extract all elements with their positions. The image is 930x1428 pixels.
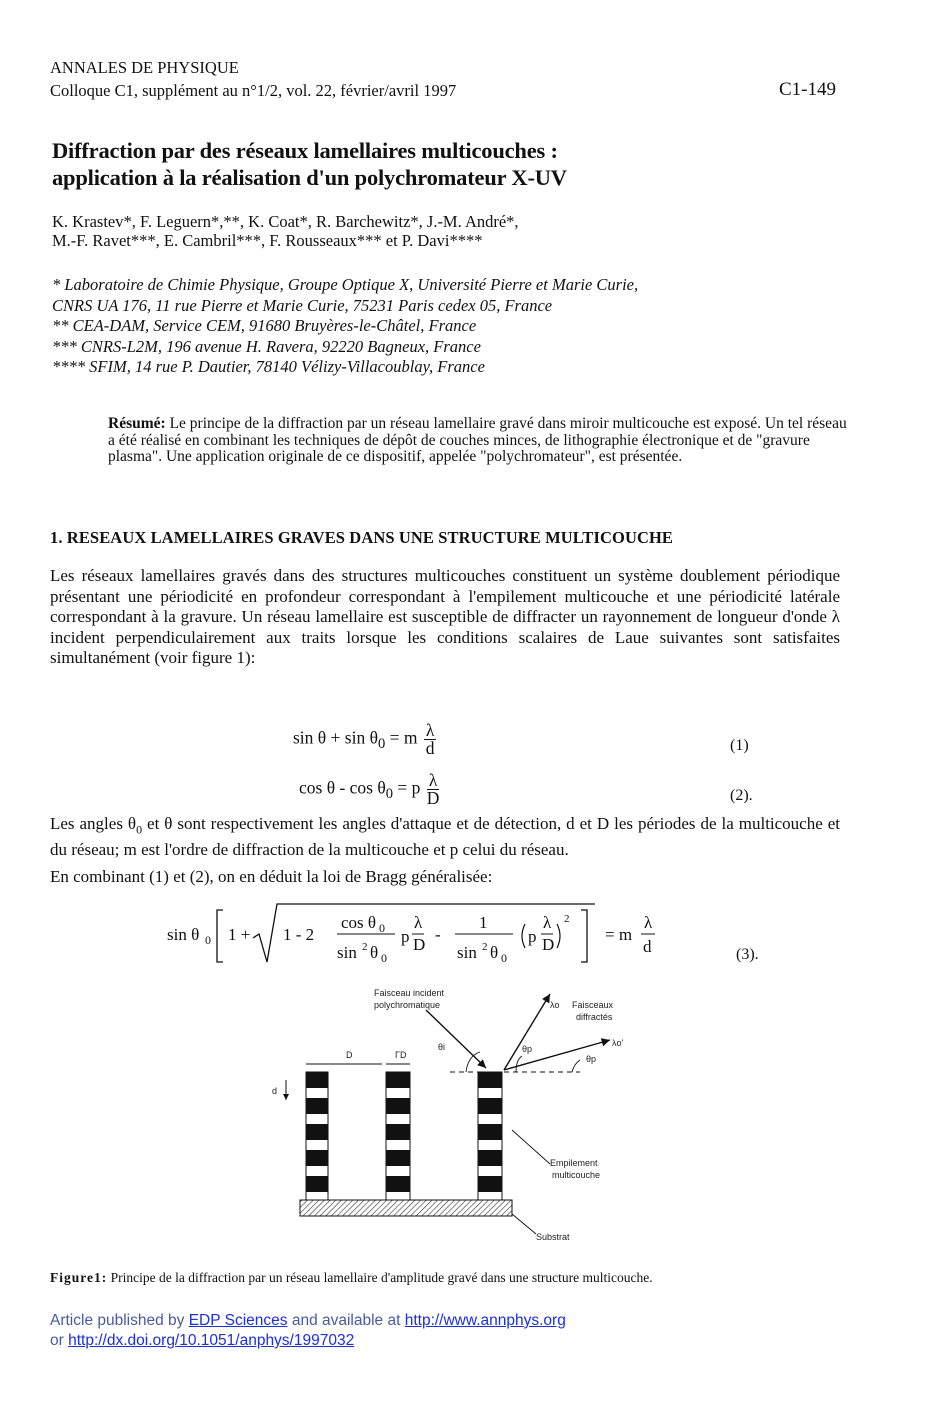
authors-line-2: M.-F. Ravet***, E. Cambril***, F. Rousseaux*** et P. Davi**** — [52, 231, 483, 250]
stack-label-2: multicouche — [552, 1170, 601, 1180]
equation-3 — [165, 900, 675, 972]
svg-text:sin: sin — [337, 943, 357, 962]
svg-text:0: 0 — [205, 933, 211, 947]
svg-text:1 +: 1 + — [228, 925, 251, 944]
svg-text:sin: sin — [457, 943, 477, 962]
body-paragraph: Les réseaux lamellaires gravés dans des structures multicouches constituent un système doublement périodique présentant une périodicité en profondeur correspondant à l'empilement multicouche et une périodicité latérale correspondant à la gravure. Un réseau lamellaire est susceptible de diffracter un rayonnement de longueur d'onde λ incident perpendiculairement aux traits lorsque les conditions scalaires de Laue suivantes sont satisfaites simultanément (voir figure 1): — [50, 566, 840, 667]
affiliation-line: *** CNRS-L2M, 196 avenue H. Ravera, 92220 Bagneux, France — [52, 336, 481, 356]
period-d-label: d — [272, 1086, 278, 1096]
issue-info: Colloque C1, supplément au n°1/2, vol. 22, février/avril 1997 — [50, 81, 457, 100]
substrate — [300, 1200, 512, 1216]
equation-1 — [293, 722, 438, 757]
svg-text:0: 0 — [501, 951, 507, 965]
svg-text:0: 0 — [381, 951, 387, 965]
title-line-2: application à la réalisation d'un polychromateur X-UV — [52, 165, 567, 190]
eq2-lhs: cos θ - cos θ — [299, 777, 386, 798]
svg-text:2: 2 — [564, 913, 570, 925]
affiliation-line: * Laboratoire de Chimie Physique, Groupe Optique X, Université Pierre et Marie Curie, — [52, 275, 639, 294]
svg-text:D: D — [413, 935, 426, 954]
affiliation-line: **** SFIM, 14 rue P. Dautier, 78140 Vélizy-Villacoublay, France — [52, 357, 485, 376]
svg-text:λ: λ — [414, 913, 423, 932]
journal-url-link[interactable]: http://www.annphys.org — [404, 1312, 566, 1329]
period-D-label: D — [346, 1050, 353, 1060]
incident-beam-label: Faisceau incident — [374, 988, 445, 998]
eq2-den: D — [426, 788, 440, 808]
journal-name: ANNALES DE PHYSIQUE — [50, 58, 239, 77]
svg-text:λ: λ — [543, 913, 552, 932]
svg-text:p: p — [401, 927, 410, 946]
eq2-sub: 0 — [385, 786, 394, 803]
eq1-den: d — [425, 738, 435, 758]
theta-p-label: θp — [522, 1044, 533, 1054]
equation-1-label: (1) — [730, 737, 749, 754]
caption-label: Figure1: — [50, 1270, 108, 1285]
eq1-sub: 0 — [377, 736, 386, 753]
svg-text:1 - 2: 1 - 2 — [283, 925, 315, 944]
diffracted-beams-label: Faisceaux — [572, 1000, 614, 1010]
svg-text:2: 2 — [362, 941, 368, 953]
svg-text:d: d — [643, 937, 652, 956]
svg-text:sin θ: sin θ — [167, 925, 200, 944]
eq1-mid: = m — [385, 727, 418, 748]
doi-link[interactable]: http://dx.doi.org/10.1051/anphys/1997032 — [68, 1332, 355, 1349]
svg-text:= m: = m — [605, 925, 633, 944]
svg-text:0: 0 — [379, 921, 385, 935]
svg-text:θ: θ — [370, 943, 379, 962]
para2-rest: et θ sont respectivement les angles d'attaque et de détection, d et D les périodes de la multicouche et du réseau; m est l'ordre de diffraction de la multicouche et p celui du réseau. — [50, 814, 841, 859]
lamella-stacks — [306, 1072, 502, 1200]
affiliation-line: ** CEA-DAM, Service CEM, 91680 Bruyères-le-Châtel, France — [52, 316, 477, 335]
publisher-footer — [50, 1311, 566, 1351]
equation-2 — [299, 772, 441, 807]
diffracted-beams-label-2: diffractés — [576, 1012, 613, 1022]
para2-start: Les angles θ — [50, 814, 137, 833]
author-list — [52, 212, 519, 250]
incident-beam-label-2: polychromatique — [374, 1000, 441, 1010]
svg-text:2: 2 — [482, 941, 488, 953]
body-paragraph: Les angles $\theta_0$ et θ sont respectivement les angles d'attaque et de détection, d et D les périodes de la multicouche et du réseau; m est l'ordre de diffraction de la multicouche et p celui du réseau. — [50, 814, 841, 859]
authors-line-1: K. Krastev*, F. Leguern*,**, K. Coat*, R. Barchewitz*, J.-M. André*, — [52, 212, 519, 231]
svg-text:θ: θ — [490, 943, 499, 962]
stack-label: Empilement — [550, 1158, 598, 1168]
eq1-fraction — [424, 722, 437, 757]
title-line-1: Diffraction par des réseaux lamellaires multicouches : — [52, 138, 558, 163]
footer-text-2: and available at — [287, 1312, 405, 1329]
footer-text: Article published by — [50, 1312, 189, 1329]
figure-caption — [50, 1270, 653, 1286]
affiliations — [52, 275, 638, 378]
theta-i-label: θi — [438, 1042, 446, 1052]
svg-text:p: p — [528, 927, 537, 946]
eq2-mid: = p — [393, 777, 421, 798]
abstract — [108, 416, 848, 466]
abstract-text: Le principe de la diffraction par un réseau lamellaire gravé dans miroir multicouche est exposé. Un tel réseau a été réalisé en combinant les techniques de dépôt de couches minces, de lithographie électronique et de "gravure plasma". Une application originale de ce dispositif, appelée "polychromateur", est présentée. — [108, 415, 847, 465]
lambda0-label: λo — [550, 1000, 560, 1010]
eq2-num: λ — [427, 772, 440, 790]
affiliation-line: CNRS UA 176, 11 rue Pierre et Marie Curie, 75231 Paris cedex 05, France — [52, 295, 553, 315]
publisher-link[interactable]: EDP Sciences — [188, 1312, 288, 1329]
incident-beam-arrow — [426, 1010, 486, 1068]
svg-text:-: - — [435, 925, 441, 944]
section-heading: 1. RESEAUX LAMELLAIRES GRAVES DANS UNE STRUCTURE MULTICOUCHE — [50, 528, 674, 547]
eq1-lhs: sin θ + sin θ — [293, 727, 378, 748]
caption-text: Principe de la diffraction par un réseau lamellaire d'amplitude gravé dans une structure multicouche. — [107, 1270, 653, 1285]
svg-text:cos θ: cos θ — [341, 913, 377, 932]
svg-text:1: 1 — [479, 913, 488, 932]
equation-2-label: (2). — [730, 787, 753, 804]
paper-title — [52, 137, 567, 191]
equation-3-label: (3). — [736, 946, 759, 963]
abstract-label: Résumé: — [108, 415, 166, 432]
period-rD-label: ΓD — [395, 1050, 407, 1060]
eq2-fraction — [427, 772, 440, 807]
theta-p2-label: θp — [586, 1054, 597, 1064]
eq1-num: λ — [425, 720, 435, 740]
footer-text-3: or — [50, 1332, 69, 1349]
svg-text:λ: λ — [644, 913, 653, 932]
page-number: C1-149 — [779, 79, 836, 100]
substrate-label: Substrat — [536, 1232, 570, 1242]
lambda0-prime-label: λo' — [612, 1038, 624, 1048]
figure-1-diagram — [250, 980, 650, 1255]
svg-text:D: D — [542, 935, 555, 954]
body-paragraph: En combinant (1) et (2), on en déduit la loi de Bragg généralisée: — [50, 867, 493, 886]
